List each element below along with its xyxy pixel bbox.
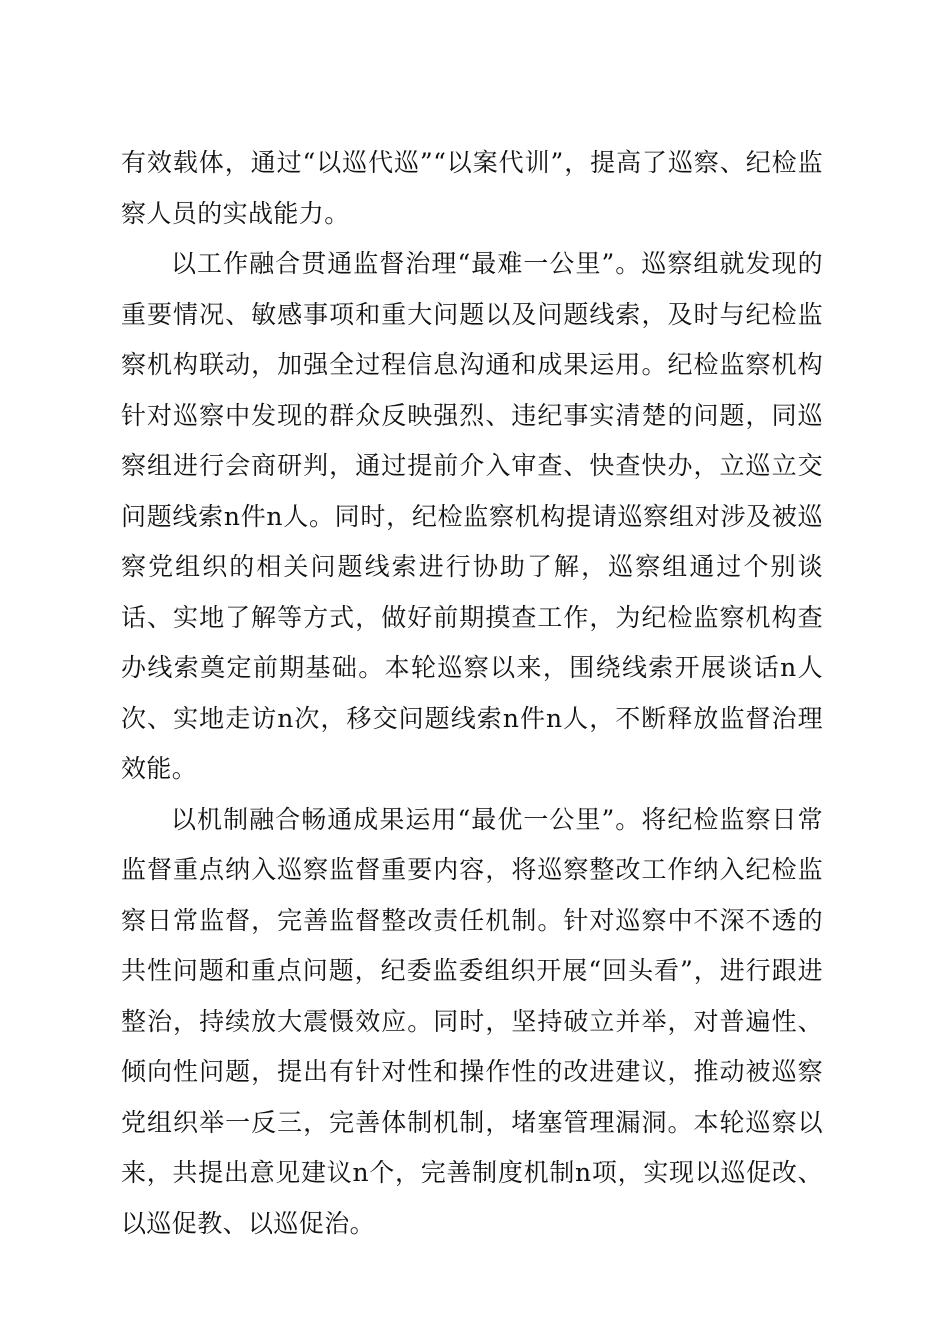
paragraph-mechanism-integration: 以机制融合畅通成果运用“最优一公里”。将纪检监察日常监督重点纳入巡察监督重要内容，将巡察整改工作纳入纪检监察日常监督，完善监督整改责任机制。针对巡察中不深不透的共性问题和重点问题，纪委监委组织开展“回头看”，进行跟进整治，持续放大震慑效应。同时，坚持破立并举，对普遍性、倾向性问题，提出有针对性和操作性的改进建议，推动被巡察党组织举一反三，完善体制机制，堵塞管理漏洞。本轮巡察以来，共提出意见建议n个，完善制度机制n项，实现以巡促改、以巡促教、以巡促治。 (121, 804, 823, 1238)
paragraph-work-integration: 以工作融合贯通监督治理“最难一公里”。巡察组就发现的重要情况、敏感事项和重大问题以及问题线索，及时与纪检监察机构联动，加强全过程信息沟通和成果运用。纪检监察机构针对巡察中发现的群众反映强烈、违纪事实清楚的问题，同巡察组进行会商研判，通过提前介入审查、快查快办，立巡立交问题线索n件n人。同时，纪检监察机构提请巡察组对涉及被巡察党组织的相关问题线索进行协助了解，巡察组通过个别谈话、实地了解等方式，做好前期摸查工作，为纪检监察机构查办线索奠定前期基础。本轮巡察以来，围绕线索开展谈话n人次、实地走访n次，移交问题线索n件n人，不断释放监督治理效能。 (121, 249, 823, 783)
document-body (121, 138, 823, 1249)
paragraph-continuation: 有效载体，通过“以巡代巡”“以案代训”，提高了巡察、纪检监察人员的实战能力。 (121, 148, 823, 228)
